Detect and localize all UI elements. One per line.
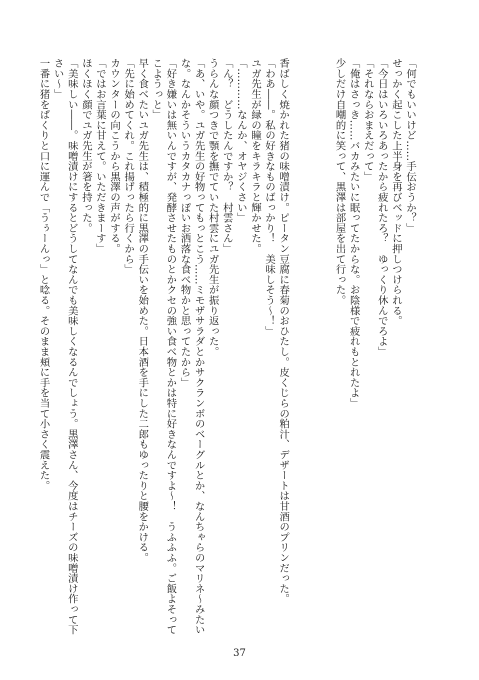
text-line: 「ん？ どうしたんですか？ 村雲さん」: [220, 58, 233, 254]
text-line: 少しだけ自嘲的に笑って、黒澤は部屋を出て行った。: [333, 58, 346, 306]
vertical-text-block: [36, 58, 417, 635]
text-line: 「今日はいろいろあったから疲れたろ？ ゆっくり休んでろよ」: [375, 58, 388, 357]
text-line: 一番に猪をぱくりと口に運んで「うぅーんっ」と唸る。そのまま頬に手を当て小さく震えた。: [37, 58, 50, 491]
blank-line: [304, 58, 318, 603]
text-line: 「好き嫌いは無いんですが、発酵させたものとかクセの強い食べ物とかは特に好きなんですよ～！ うふふふ。ご飯よそって: [164, 58, 177, 635]
text-line: ユガ先生が緑の瞳をキラキラと輝かせた。: [248, 58, 261, 254]
text-line: 「ではお言葉に甘えて。いただきまーす」: [93, 58, 106, 254]
text-line: 「それならおまえだって」: [361, 58, 374, 182]
text-line: 「先に始めてくれ。これ揚げったら行くから」: [122, 58, 135, 275]
blank-line: [318, 58, 332, 603]
text-line: ほくほく顔でユガ先生が箸を持った。: [79, 58, 92, 234]
text-line: 「…………なんか、オヤジくさい」: [234, 58, 247, 223]
text-line: 「何でもいいけど……手伝おうか？」: [404, 58, 416, 234]
text-line: 早く食べたいユガ先生は、積極的に黒澤の手伝いを始めた。日本酒を手にした二郎もゆったりと腰をかける。: [136, 58, 149, 563]
blank-line: [290, 58, 304, 603]
text-line: 香ばしく焼かれた猪の味噌漬け。ピータン豆腐に春菊のおひたし。皮くじらの粕汁、デザートは甘酒のプリンだった。: [277, 58, 290, 604]
text-line: カウンターの向こうから黒澤の声がする。: [108, 58, 121, 254]
page-number: 37: [233, 648, 246, 659]
text-line: こようっと」: [150, 58, 163, 120]
text-line: さい～」: [51, 58, 64, 100]
text-line: 「あ、いや。ユガ先生の好物ってもっとこう……ミモザサラダとかサクランボのベーグルとか、なんちゃらのマリネ～みたい: [192, 58, 205, 635]
text-line: 「俺はさっき……バカみたいに眠ってたからな。お陰様で疲れもとれたよ」: [347, 58, 360, 409]
text-line: せっかく起こした上半身を再びベッドに押しつけられる。: [389, 58, 402, 326]
text-line: な。なんかそういうカタカナっぽいお洒落な食べ物かと思ってたから」: [178, 58, 191, 388]
text-line: うらんな顔つきで顎を撫でていた村雲にユガ先生が振り返った。: [206, 58, 219, 357]
text-line: 「わあ――。私の好きなものばっかり！ 美味しそう～！」: [263, 58, 276, 337]
text-line: 「美味しい――。味噌漬けにするとどうしてなんでも美味しくなるんでしょう。黒澤さん、今度はチーズの味噌漬け作って下: [65, 58, 78, 635]
